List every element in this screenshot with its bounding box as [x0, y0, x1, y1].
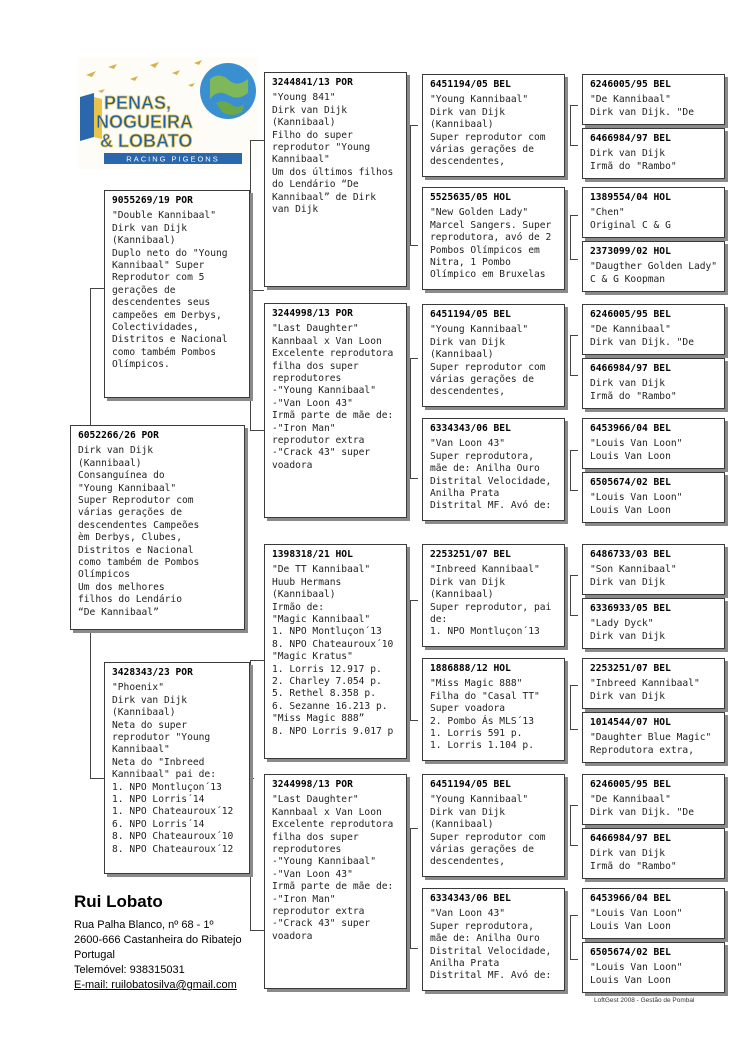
info-line: Distrital Velocidade,	[430, 475, 552, 487]
info-line: reprodutor "Young	[112, 732, 211, 744]
info-line: "Son Kannibaal"	[590, 564, 677, 576]
info-line: descendentes,	[430, 386, 506, 398]
logo-line3: & LOBATO	[100, 131, 193, 151]
pedigree-box-g4-14	[582, 828, 725, 879]
info-line: èm Derbys, Clubes,	[78, 532, 182, 544]
logo-graphic	[78, 57, 258, 169]
connector	[250, 660, 264, 661]
info-line: "Last Daughter"	[272, 323, 359, 335]
ring-number: 6453966/04 BEL	[590, 893, 671, 904]
ring-number: 6052266/26 POR	[78, 430, 159, 441]
brand-logo	[78, 57, 258, 169]
ring-number: 6334343/06 BEL	[430, 423, 511, 434]
info-line: "Chen"	[590, 207, 625, 219]
info-line: voadora	[272, 930, 313, 942]
owner-phone: Telemóvel: 938315031	[74, 964, 185, 976]
info-line: filhos do Lendário	[78, 594, 182, 606]
info-line: Dirk van Dijk	[430, 106, 506, 118]
info-line: Kannbaal x Van Loon	[272, 335, 382, 347]
connector	[250, 140, 251, 430]
connector	[570, 490, 578, 491]
info-line: 8. NPO Chateauroux´10	[272, 638, 394, 650]
info-line: Distrital MF. Avó de:	[430, 970, 552, 982]
info-line: Super reprodutor com	[430, 361, 546, 373]
connector	[410, 125, 411, 245]
info-line: (Kannibaal)	[272, 589, 336, 601]
info-line: 8. NPO Chateauroux´10	[112, 831, 234, 843]
info-line: "Double Kannibaal"	[112, 210, 216, 222]
connector	[250, 778, 254, 779]
info-line: "Phoenix"	[112, 682, 164, 694]
info-line: 1. NPO Montluçon´13	[272, 626, 382, 638]
info-line: Olímpico em Bruxelas	[430, 269, 546, 281]
ring-number: 6453966/04 BEL	[590, 423, 671, 434]
info-line: várias gerações de	[430, 374, 534, 386]
ring-number: 2253251/07 BEL	[590, 663, 671, 674]
connector	[570, 105, 578, 106]
connector	[250, 930, 264, 931]
info-line: Kannibaal" Super	[112, 260, 205, 272]
info-line: 8. NPO Lorris 9.017 p	[272, 725, 394, 737]
info-line: Original C & G	[590, 219, 671, 231]
connector	[250, 660, 251, 930]
info-line: "De Kannibaal"	[590, 94, 671, 106]
ring-number: 6246005/95 BEL	[590, 79, 671, 90]
connector	[410, 828, 418, 829]
connector	[570, 335, 571, 375]
pedigree-box-g4-10	[582, 598, 725, 649]
info-line: -"Van Loon 43"	[272, 868, 353, 880]
connector	[570, 805, 578, 806]
info-line: Neta do super	[112, 719, 188, 731]
info-line: reprodutor "Young	[272, 142, 371, 154]
info-line: "Daughter Blue Magic"	[590, 732, 712, 744]
info-line: Super voadora	[430, 703, 506, 715]
pedigree-box-g4-3	[582, 187, 725, 238]
pedigree-box-g4-1	[582, 74, 725, 125]
info-line: reprodutor extra	[272, 906, 365, 918]
info-line: Super reprodutor com	[430, 131, 546, 143]
connector	[90, 288, 104, 289]
ring-number: 1014544/07 HOL	[590, 717, 671, 728]
info-line: "Van Loon 43"	[430, 438, 506, 450]
connector	[570, 729, 578, 730]
info-line: Excelente reprodutora	[272, 819, 394, 831]
info-line: -"Van Loon 43"	[272, 397, 353, 409]
info-line: Dirk van Dijk	[272, 104, 348, 116]
info-line: Anilha Prata	[430, 488, 500, 500]
info-line: Dirk van Dijk	[78, 445, 154, 457]
connector	[410, 720, 418, 721]
ring-number: 6486733/03 BEL	[590, 549, 671, 560]
info-line: Dirk van Dijk	[590, 690, 666, 702]
info-line: 8. NPO Chateauroux´12	[112, 843, 234, 855]
pedigree-box-ssd	[422, 187, 565, 290]
info-line: Dirk van Dijk. "De	[590, 806, 694, 818]
ring-number: 6334343/06 BEL	[430, 893, 511, 904]
info-line: filha dos super	[272, 360, 359, 372]
pedigree-box-g4-4	[582, 241, 725, 292]
info-line: "Miss Magic 888"	[430, 678, 523, 690]
connector	[570, 105, 571, 145]
info-line: "De Kannibaal"	[590, 794, 671, 806]
info-line: "Last Daughter"	[272, 794, 359, 806]
info-line: van Dijk	[272, 204, 319, 216]
info-line: Anilha Prata	[430, 958, 500, 970]
info-line: descendentes,	[430, 856, 506, 868]
info-line: "Young Kannibaal"	[430, 324, 529, 336]
info-line: Dirk van Dijk	[590, 576, 666, 588]
connector	[90, 288, 91, 428]
info-line: Excelente reprodutora	[272, 348, 394, 360]
connector	[570, 450, 571, 490]
pedigree-box-sire-dam	[264, 303, 407, 518]
ring-number: 3244998/13 POR	[272, 779, 353, 790]
pedigree-box-dss	[422, 544, 565, 647]
pedigree-box-ddd	[422, 888, 565, 991]
info-line: (Kannibaal)	[430, 119, 494, 131]
info-line: -"Crack 43" super	[272, 918, 371, 930]
connector	[410, 600, 411, 720]
info-line: -"Crack 43" super	[272, 447, 371, 459]
info-line: Super reprodutor, pai	[430, 601, 552, 613]
info-line: Duplo neto do "Young	[112, 247, 228, 259]
connector	[250, 140, 264, 141]
ring-number: 9055269/19 POR	[112, 195, 193, 206]
pedigree-box-dam-dam	[264, 774, 407, 989]
info-line: Um dos últimos filhos	[272, 166, 394, 178]
info-line: Distrital Velocidade,	[430, 945, 552, 957]
pedigree-box-dsd	[422, 658, 565, 761]
info-line: Super Reprodutor com	[78, 495, 194, 507]
info-line: reprodutores	[272, 844, 342, 856]
info-line: Irmão de:	[272, 601, 324, 613]
connector	[570, 915, 571, 959]
pedigree-box-g4-12	[582, 712, 725, 763]
info-line: Irmã do "Rambo"	[590, 160, 677, 172]
info-line: Colectividades,	[112, 322, 199, 334]
owner-city: 2600-666 Castanheira do Ribatejo	[74, 934, 242, 946]
owner-contact	[74, 892, 242, 993]
pedigree-box-sire-sire	[264, 72, 407, 287]
info-line: Neta do "Inbreed	[112, 756, 205, 768]
info-line: -"Iron Man"	[272, 893, 336, 905]
ring-number: 6466984/97 BEL	[590, 833, 671, 844]
owner-country: Portugal	[74, 949, 115, 961]
ring-number: 6466984/97 BEL	[590, 363, 671, 374]
connector	[410, 600, 418, 601]
info-line: -"Iron Man"	[272, 422, 336, 434]
info-line: "Young 841"	[272, 92, 336, 104]
info-line: descendentes Campeões	[78, 519, 200, 531]
info-line: Irmã do "Rambo"	[590, 390, 677, 402]
info-line: (Kannibaal)	[112, 235, 176, 247]
info-line: Dirk van Dijk	[590, 148, 666, 160]
pedigree-box-g4-13	[582, 774, 725, 825]
footer-credit: LoftGest 2008 - Gestão de Pombal	[594, 997, 695, 1004]
info-line: Kannibaal"	[112, 744, 170, 756]
info-line: Louis Van Loon	[590, 920, 671, 932]
info-line: (Kannibaal)	[78, 457, 142, 469]
connector	[410, 948, 418, 949]
connector	[410, 245, 418, 246]
ring-number: 6466984/97 BEL	[590, 133, 671, 144]
pedigree-box-g4-16	[582, 942, 725, 993]
ring-number: 2373099/02 HOL	[590, 246, 671, 257]
pedigree-box-dam	[104, 662, 250, 874]
connector	[90, 628, 91, 778]
logo-tagline: RACING PIGEONS	[126, 154, 220, 164]
info-line: mãe de: Anilha Ouro	[430, 933, 540, 945]
info-line: "Louis Van Loon"	[590, 492, 683, 504]
connector	[570, 375, 578, 376]
pedigree-box-g4-7	[582, 418, 725, 469]
info-line: descendentes seus	[112, 297, 211, 309]
connector	[410, 358, 411, 478]
info-line: "Young Kannibaal"	[430, 794, 529, 806]
info-line: 1. Lorris 12.917 p.	[272, 663, 382, 675]
ring-number: 3428343/23 POR	[112, 667, 193, 678]
info-line: Louis Van Loon	[590, 450, 671, 462]
info-line: Nitra, 1 Pombo	[430, 257, 511, 269]
info-line: filha dos super	[272, 831, 359, 843]
info-line: Irmã do "Rambo"	[590, 860, 677, 872]
info-line: Dirk van Dijk	[590, 630, 666, 642]
info-line: Dirk van Dijk. "De	[590, 336, 694, 348]
info-line: 1. Lorris 591 p.	[430, 728, 523, 740]
ring-number: 6451194/05 BEL	[430, 779, 511, 790]
info-line: como também Pombos	[112, 346, 216, 358]
info-line: várias gerações de	[430, 144, 534, 156]
owner-address: Rua Palha Blanco, nº 68 - 1º	[74, 919, 214, 931]
pedigree-box-g4-11	[582, 658, 725, 709]
info-line: reprodutores	[272, 373, 342, 385]
ring-number: 6451194/05 BEL	[430, 309, 511, 320]
pedigree-box-sire	[104, 190, 250, 398]
connector	[570, 450, 578, 451]
info-line: Dirk van Dijk	[112, 694, 188, 706]
pedigree-box-g4-5	[582, 304, 725, 355]
pedigree-box-g4-15	[582, 888, 725, 939]
info-line: Filha do "Casal TT"	[430, 690, 540, 702]
info-line: "De TT Kannibaal"	[272, 564, 371, 576]
info-line: campeões em Derbys,	[112, 309, 222, 321]
ring-number: 1389554/04 HOL	[590, 192, 671, 203]
info-line: Kannibaal"	[272, 154, 330, 166]
info-line: gerações de	[112, 284, 176, 296]
logo-line1: PENAS,	[104, 93, 172, 113]
connector	[250, 430, 264, 431]
info-line: "De Kannibaal"	[590, 324, 671, 336]
info-line: "Inbreed Kannibaal"	[430, 564, 540, 576]
connector	[570, 215, 571, 259]
info-line: 1. NPO Montluçon´13	[430, 626, 540, 638]
pedigree-box-sdd	[422, 418, 565, 521]
ring-number: 3244998/13 POR	[272, 308, 353, 319]
info-line: "Lady Dyck"	[590, 618, 654, 630]
info-line: Dirk van Dijk	[430, 806, 506, 818]
ring-number: 6505674/02 BEL	[590, 947, 671, 958]
info-line: (Kannibaal)	[430, 589, 494, 601]
info-line: Pombos Olímpicos em	[430, 244, 540, 256]
info-line: Olímpicos.	[112, 359, 170, 371]
info-line: Louis Van Loon	[590, 974, 671, 986]
info-line: de:	[430, 614, 448, 626]
ring-number: 6246005/95 BEL	[590, 779, 671, 790]
info-line: C & G Koopman	[590, 273, 666, 285]
connector	[570, 685, 571, 729]
ring-number: 6336933/05 BEL	[590, 603, 671, 614]
info-line: 5. Rethel 8.358 p.	[272, 688, 376, 700]
info-line: Super reprodutor com	[430, 831, 546, 843]
info-line: Kannibaal" pai de:	[112, 769, 216, 781]
info-line: Dirk van Dijk	[590, 848, 666, 860]
ring-number: 2253251/07 BEL	[430, 549, 511, 560]
info-line: como também de Pombos	[78, 557, 200, 569]
info-line: Filho do super	[272, 129, 353, 141]
info-line: Distritos e Nacional	[78, 544, 194, 556]
connector	[570, 805, 571, 845]
ring-number: 6505674/02 BEL	[590, 477, 671, 488]
info-line: Kannbaal x Van Loon	[272, 806, 382, 818]
info-line: Dirk van Dijk	[112, 222, 188, 234]
owner-name: Rui Lobato	[74, 892, 163, 911]
connector	[90, 778, 104, 779]
connector	[410, 125, 418, 126]
info-line: Marcel Sangers. Super	[430, 219, 552, 231]
info-line: "Louis Van Loon"	[590, 908, 683, 920]
info-line: "New Golden Lady"	[430, 207, 529, 219]
info-line: descendentes,	[430, 156, 506, 168]
pedigree-box-g4-9	[582, 544, 725, 595]
info-line: Um dos melhores	[78, 581, 165, 593]
info-line: 1. NPO Montluçon´13	[112, 781, 222, 793]
info-line: Dirk van Dijk	[430, 336, 506, 348]
info-line: Consanguínea do	[78, 470, 165, 482]
info-line: "Young Kannibaal"	[78, 482, 177, 494]
ring-number: 6246005/95 BEL	[590, 309, 671, 320]
info-line: Irmã parte de mãe de:	[272, 881, 394, 893]
info-line: Dirk van Dijk	[590, 378, 666, 390]
ring-number: 3244841/13 POR	[272, 77, 353, 88]
info-line: Reprodutora extra,	[590, 744, 694, 756]
connector	[410, 478, 418, 479]
connector	[570, 615, 578, 616]
info-line: várias gerações de	[78, 507, 182, 519]
info-line: 1. Lorris 1.104 p.	[430, 740, 534, 752]
info-line: "Louis Van Loon"	[590, 962, 683, 974]
info-line: Olímpicos	[78, 569, 130, 581]
ring-number: 6451194/05 BEL	[430, 79, 511, 90]
info-line: reprodutora, avó de 2	[430, 232, 552, 244]
info-line: (Kannibaal)	[430, 819, 494, 831]
info-line: Louis Van Loon	[590, 504, 671, 516]
pedigree-box-g4-6	[582, 358, 725, 409]
info-line: Kannibaal” de Dirk	[272, 191, 376, 203]
info-line: "Van Loon 43"	[430, 908, 506, 920]
logo-line2: NOGUEIRA	[96, 112, 194, 132]
info-line: “De Kannibaal”	[78, 606, 159, 618]
ring-number: 1886888/12 HOL	[430, 663, 511, 674]
info-line: 1. NPO Chateauroux´12	[112, 806, 234, 818]
info-line: -"Young Kannibaal"	[272, 385, 376, 397]
owner-email-link[interactable]: E-mail: ruilobatosilva@gmail.com	[74, 979, 237, 991]
connector	[410, 828, 411, 948]
connector	[570, 335, 578, 336]
info-line: Super reprodutora,	[430, 920, 534, 932]
info-line: 2. Pombo Ás MLS´13	[430, 715, 534, 727]
connector	[410, 358, 418, 359]
info-line: Dirk van Dijk	[430, 576, 506, 588]
info-line: "Magic Kannibaal"	[272, 614, 371, 626]
info-line: 6. NPO Lorris´14	[112, 818, 205, 830]
pedigree-box-g4-2	[582, 128, 725, 179]
connector	[570, 575, 571, 615]
connector	[570, 915, 578, 916]
ring-number: 5525635/05 HOL	[430, 192, 511, 203]
info-line: do Lendário “De	[272, 179, 359, 191]
info-line: Irmã parte de mãe de:	[272, 410, 394, 422]
info-line: (Kannibaal)	[430, 349, 494, 361]
connector	[250, 290, 264, 291]
info-line: Dirk van Dijk. "De	[590, 106, 694, 118]
connector	[570, 259, 578, 260]
info-line: (Kannibaal)	[112, 707, 176, 719]
info-line: -"Young Kannibaal"	[272, 856, 376, 868]
pedigree-box-subject	[70, 425, 245, 630]
info-line: "Daugther Golden Lady"	[590, 261, 718, 273]
pedigree-box-dds	[422, 774, 565, 877]
info-line: "Magic Kratus"	[272, 651, 353, 663]
info-line: (Kannibaal)	[272, 117, 336, 129]
connector	[570, 145, 578, 146]
pedigree-box-dam-sire	[264, 544, 407, 759]
connector	[570, 215, 578, 216]
info-line: reprodutor extra	[272, 435, 365, 447]
info-line: "Louis Van Loon"	[590, 438, 683, 450]
info-line: Distrital MF. Avó de:	[430, 500, 552, 512]
info-line: 6. Sezanne 16.213 p.	[272, 700, 388, 712]
pedigree-box-sss	[422, 74, 565, 177]
info-line: "Inbreed Kannibaal"	[590, 678, 700, 690]
connector	[570, 959, 578, 960]
info-line: mãe de: Anilha Ouro	[430, 463, 540, 475]
info-line: 2. Charley 7.054 p.	[272, 676, 382, 688]
info-line: Super reprodutora,	[430, 450, 534, 462]
info-line: várias gerações de	[430, 844, 534, 856]
info-line: voadora	[272, 459, 313, 471]
connector	[570, 575, 578, 576]
info-line: Distritos e Nacional	[112, 334, 228, 346]
pedigree-box-g4-8	[582, 472, 725, 523]
info-line: "Miss Magic 888”	[272, 713, 365, 725]
info-line: "Young Kannibaal"	[430, 94, 529, 106]
info-line: Reprodutor com 5	[112, 272, 205, 284]
info-line: 1. NPO Lorris´14	[112, 794, 205, 806]
pedigree-box-sds	[422, 304, 565, 407]
ring-number: 1398318/21 HOL	[272, 549, 353, 560]
info-line: Huub Hermans	[272, 576, 342, 588]
connector	[570, 845, 578, 846]
connector	[570, 685, 578, 686]
